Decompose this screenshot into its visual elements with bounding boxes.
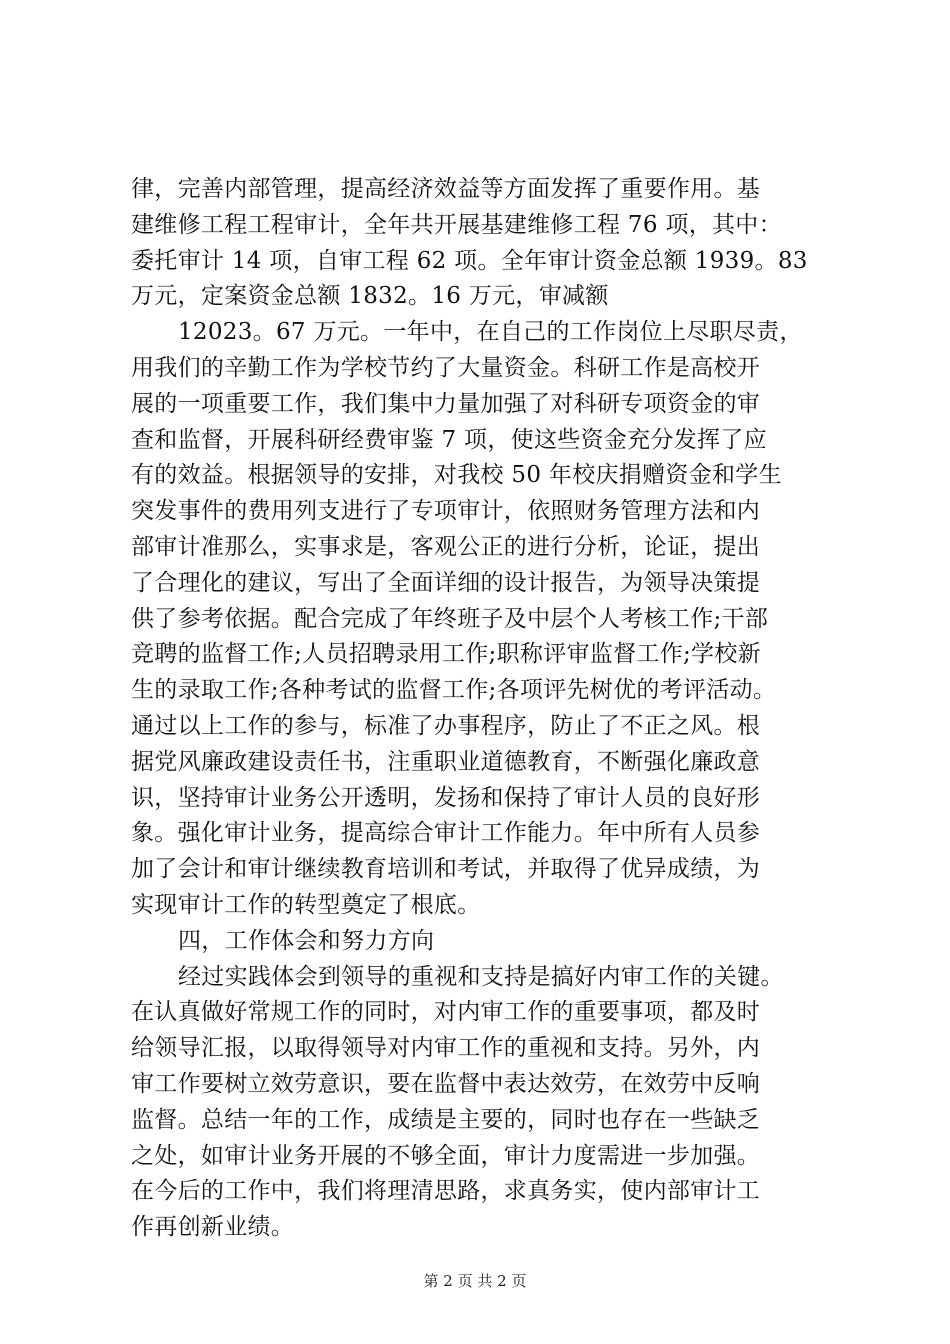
text-line: 经过实践体会到领导的重视和支持是搞好内审工作的关键。 <box>178 963 784 990</box>
text-line: 律，完善内部管理，提高经济效益等方面发挥了重要作用。基 <box>131 176 761 202</box>
text-line: 建维修工程工程审计，全年共开展基建维修工程 76 项，其中： <box>131 211 782 238</box>
text-line: 在认真做好常规工作的同时，对内审工作的重要事项，都及时 <box>131 999 761 1026</box>
text-line: 委托审计 14 项，自审工程 62 项。全年审计资金总额 1939。83 <box>131 247 808 274</box>
text-line: 作再创新业绩。 <box>131 1214 295 1241</box>
text-line: 生的录取工作;各种考试的监督工作;各项评先树优的考评活动。 <box>131 677 777 704</box>
page-number-footer: 第 2 页 共 2 页 <box>423 1272 527 1290</box>
text-line: 了合理化的建议，写出了全面详细的设计报告，为领导决策提 <box>131 569 761 596</box>
text-line: 用我们的辛勤工作为学校节约了大量资金。科研工作是高校开 <box>131 354 761 381</box>
text-line: 加了会计和审计继续教育培训和考试，并取得了优异成绩，为 <box>131 856 761 883</box>
text-line: 查和监督，开展科研经费审鉴 7 项，使这些资金充分发挥了应 <box>131 426 767 453</box>
text-line: 实现审计工作的转型奠定了根底。 <box>131 891 481 918</box>
text-line: 象。强化审计业务，提高综合审计工作能力。年中所有人员参 <box>131 820 761 847</box>
text-line: 通过以上工作的参与，标准了办事程序，防止了不正之风。根 <box>131 712 761 739</box>
text-line: 之处，如审计业务开展的不够全面，审计力度需进一步加强。 <box>131 1142 761 1169</box>
text-line: 据党风廉政建设责任书，注重职业道德教育，不断强化廉政意 <box>131 748 761 775</box>
text-line: 四，工作体会和努力方向 <box>178 927 435 954</box>
text-line: 12023。67 万元。一年中，在自己的工作岗位上尽职尽责， <box>178 319 803 346</box>
document-body <box>131 172 831 1246</box>
text-line: 供了参考依据。配合完成了年终班子及中层个人考核工作;干部 <box>131 605 769 632</box>
text-line: 万元，定案资金总额 1832。16 万元，审减额 <box>131 283 609 310</box>
text-line: 识，坚持审计业务公开透明，发扬和保持了审计人员的良好形 <box>131 784 761 811</box>
text-line: 有的效益。根据领导的安排，对我校 50 年校庆捐赠资金和学生 <box>131 462 782 489</box>
text-line: 监督。总结一年的工作，成绩是主要的，同时也存在一些缺乏 <box>131 1106 761 1133</box>
text-line: 部审计准那么，实事求是，客观公正的进行分析，论证，提出 <box>131 533 761 560</box>
text-line: 突发事件的费用列支进行了专项审计，依照财务管理方法和内 <box>131 498 761 525</box>
text-line: 竞聘的监督工作;人员招聘录用工作;职称评审监督工作;学校新 <box>131 641 761 668</box>
text-line: 审工作要树立效劳意识，要在监督中表达效劳，在效劳中反响 <box>131 1070 761 1097</box>
text-line: 在今后的工作中，我们将理清思路，求真务实，使内部审计工 <box>131 1178 761 1205</box>
text-line: 给领导汇报，以取得领导对内审工作的重视和支持。另外，内 <box>131 1035 761 1062</box>
text-line: 展的一项重要工作，我们集中力量加强了对科研专项资金的审 <box>131 390 761 417</box>
